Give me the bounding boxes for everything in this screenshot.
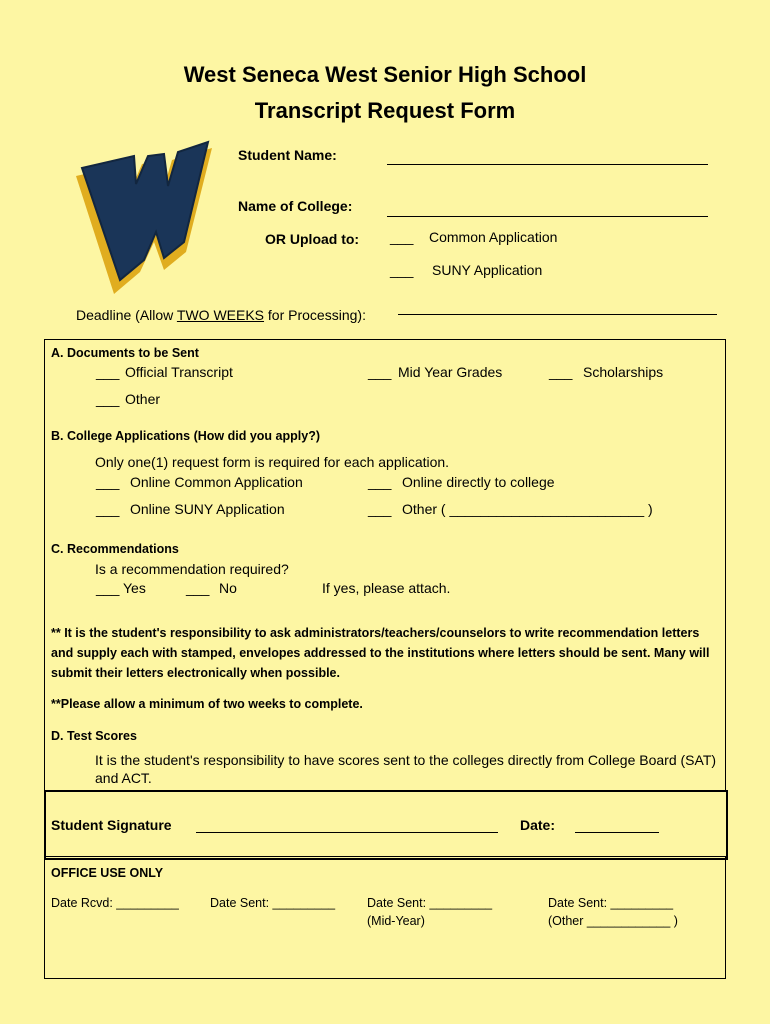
scholarships-label: Scholarships [583,364,664,380]
other-app-checkbox[interactable]: ___ [368,501,392,517]
form-title-line1: West Seneca West Senior High School [183,62,587,87]
section-c-heading: C. Recommendations [51,542,179,556]
official-transcript-checkbox[interactable]: ___ [96,364,120,380]
deadline-field[interactable] [398,314,717,315]
test-scores-text-2: and ACT. [95,770,152,786]
other-date-field[interactable]: (Other ____________ ) [548,914,678,928]
recommendation-no-checkbox[interactable]: ___ [186,580,210,596]
letter-w-logo-icon [66,134,216,296]
suny-app-checkbox[interactable]: ___ [390,262,414,278]
date-received-field[interactable]: Date Rcvd: _________ [51,896,179,910]
deadline-prefix: Deadline (Allow [76,307,177,323]
official-transcript-label: Official Transcript [125,364,233,380]
section-b-heading: B. College Applications (How did you apply?) [51,429,320,443]
common-app-checkbox[interactable]: ___ [390,229,414,245]
recommendation-no-label: No [219,580,237,596]
common-online-checkbox[interactable]: ___ [96,474,120,490]
suny-online-label: Online SUNY Application [130,501,285,517]
form-title-line2: Transcript Request Form [254,98,516,123]
other-doc-label: Other [125,391,161,407]
common-app-label: Common Application [429,229,558,245]
date-sent-field-3[interactable]: Date Sent: _________ [548,896,674,910]
common-online-label: Online Common Application [130,474,303,490]
recommendation-yes-checkbox[interactable]: ___ Yes [96,580,146,596]
direct-online-label: Online directly to college [402,474,555,490]
scholarships-checkbox[interactable]: ___ [549,364,573,380]
allow-time-notice: **Please allow a minimum of two weeks to complete. [51,697,363,711]
signature-label: Student Signature [51,817,172,833]
student-name-label: Student Name: [238,147,337,163]
college-name-field[interactable] [387,216,708,217]
date-sent-field-1[interactable]: Date Sent: _________ [210,896,336,910]
mid-year-label: (Mid-Year) [367,914,425,928]
section-b-note: Only one(1) request form is required for each application. [95,454,450,470]
test-scores-text-1: It is the student's responsibility to have scores sent to the colleges directly from College Board (SAT) [95,752,717,768]
responsibility-notice: ** It is the student's responsibility to ask administrators/teachers/counselors to write recommendation letters and supply each with stamped, envelopes addressed to the institutions where letters should be sent. Many will submit their letters electronically when possible. [51,626,710,680]
other-app-label[interactable]: Other ( _________________________ ) [402,501,653,517]
deadline-suffix: for Processing): [264,307,366,323]
suny-app-label: SUNY Application [432,262,543,278]
college-name-label: Name of College: [238,198,353,214]
section-d-heading: D. Test Scores [51,729,137,743]
recommendation-question: Is a recommendation required? [95,561,289,577]
mid-year-grades-checkbox[interactable]: ___ [368,364,392,380]
suny-online-checkbox[interactable]: ___ [96,501,120,517]
office-use-heading: OFFICE USE ONLY [51,866,164,880]
section-a-heading: A. Documents to be Sent [51,346,199,360]
upload-label: OR Upload to: [265,231,360,247]
signature-field[interactable] [196,832,498,833]
date-sent-field-2[interactable]: Date Sent: _________ [367,896,493,910]
student-name-field[interactable] [387,164,708,165]
signature-date-field[interactable] [575,832,659,833]
other-doc-checkbox[interactable]: ___ [96,391,120,407]
deadline-label [76,307,366,323]
mid-year-grades-label: Mid Year Grades [398,364,503,380]
signature-date-label: Date: [520,817,556,833]
attach-note: If yes, please attach. [322,580,451,596]
deadline-emphasis: TWO WEEKS [176,307,265,323]
direct-online-checkbox[interactable]: ___ [368,474,392,490]
